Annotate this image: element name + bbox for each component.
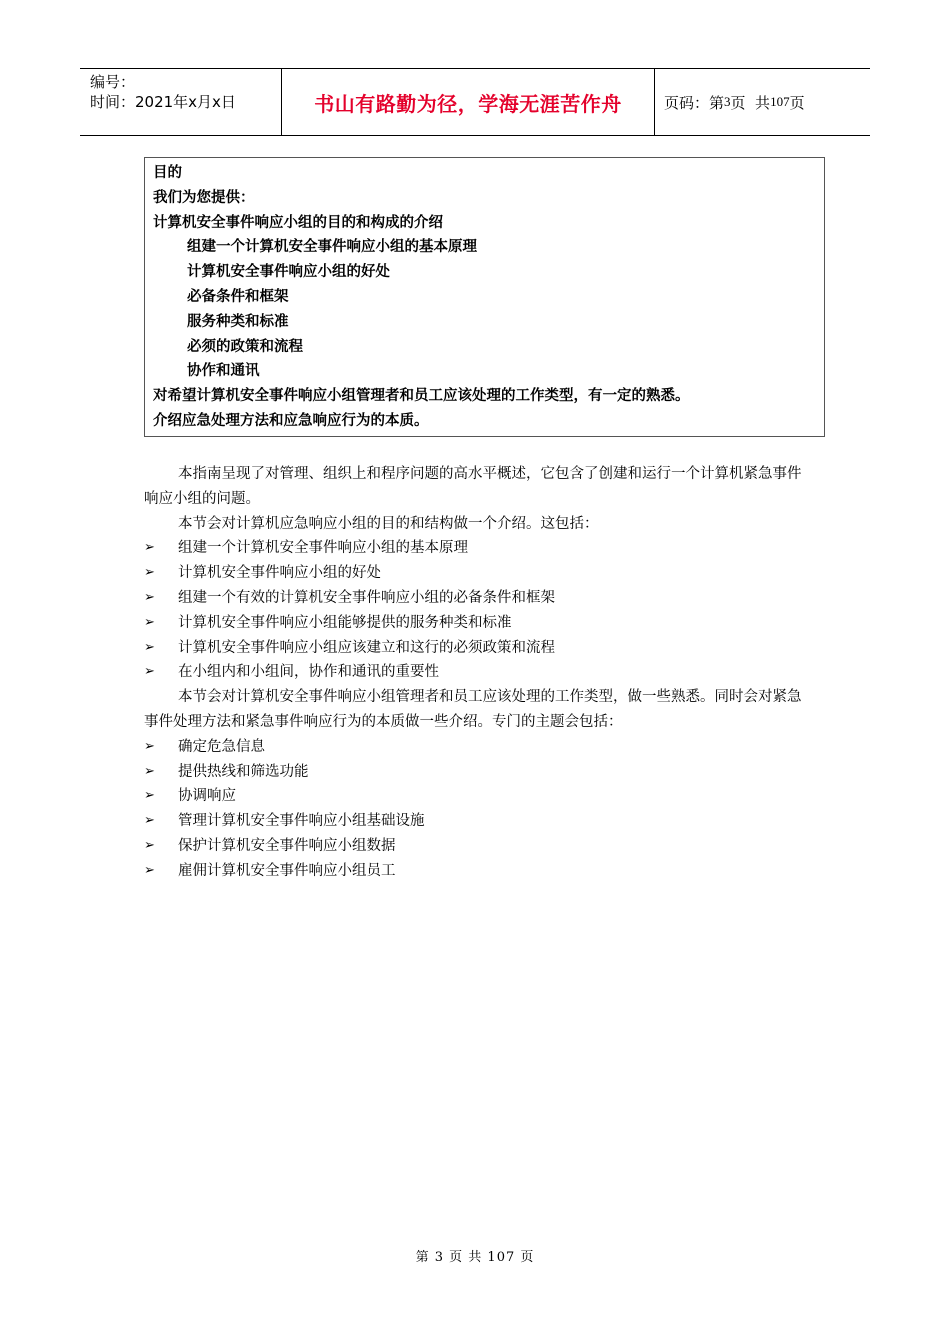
objective-line: 服务种类和标准 [187, 313, 289, 330]
header-motto: 书山有路勤为径，学海无涯苦作舟 [314, 91, 622, 116]
arrow-bullet-icon: ➢ [144, 540, 155, 556]
list-item-text: 计算机安全事件响应小组的好处 [178, 565, 381, 582]
header-meta [80, 69, 282, 135]
list-item [144, 586, 809, 611]
list-item [144, 536, 809, 561]
bullet-list-topics [144, 735, 809, 884]
objective-line: 计算机安全事件响应小组的好处 [187, 264, 390, 281]
list-item [144, 735, 809, 760]
list-item-text: 确定危急信息 [178, 738, 265, 755]
paragraph-intro: 本指南呈现了对管理、组织上和程序问题的高水平概述，它包含了创建和运行一个计算机紧急事件响应小组的问题。 [144, 466, 802, 507]
header-page-info [655, 69, 870, 135]
header-number-label: 编号： [90, 73, 136, 91]
header-page-prefix: 页码：第 [664, 93, 725, 112]
bullet-list-structure [144, 536, 809, 685]
list-item [144, 859, 809, 884]
page-footer: 第 3 页 共 107 页 [415, 1250, 535, 1265]
list-item-text: 组建一个有效的计算机安全事件响应小组的必备条件和框架 [178, 589, 555, 606]
body-text [144, 462, 809, 884]
header-page-total: 107 [770, 94, 790, 109]
header-motto-cell [282, 69, 655, 135]
list-item-text: 计算机安全事件响应小组能够提供的服务种类和标准 [178, 614, 512, 631]
objective-line: 我们为您提供： [153, 189, 255, 206]
header-page-number: 3 [724, 94, 731, 109]
arrow-bullet-icon: ➢ [144, 837, 155, 853]
list-item [144, 834, 809, 859]
list-item [144, 809, 809, 834]
objective-line: 计算机安全事件响应小组的目的和构成的介绍 [153, 214, 443, 231]
paragraph-section-work: 本节会对计算机安全事件响应小组管理者和员工应该处理的工作类型，做一些熟悉。同时会对紧急事件处理方法和紧急事件响应行为的本质做一些介绍。专门的主题会包括： [144, 689, 802, 730]
arrow-bullet-icon: ➢ [144, 788, 155, 804]
objective-line: 介绍应急处理方法和应急响应行为的本质。 [153, 412, 429, 429]
list-item [144, 660, 809, 685]
objective-line: 必须的政策和流程 [187, 338, 303, 355]
arrow-bullet-icon: ➢ [144, 763, 155, 779]
header-time-label: 时间：2021年x月x日 [90, 93, 236, 111]
objective-line: 协作和通讯 [187, 363, 260, 380]
arrow-bullet-icon: ➢ [144, 639, 155, 655]
list-item [144, 784, 809, 809]
objective-box [144, 157, 825, 437]
paragraph-section-structure: 本节会对计算机应急响应小组的目的和结构做一个介绍。这包括： [178, 515, 599, 532]
arrow-bullet-icon: ➢ [144, 565, 155, 581]
arrow-bullet-icon: ➢ [144, 664, 155, 680]
objective-line: 组建一个计算机安全事件响应小组的基本原理 [187, 239, 477, 256]
objective-line: 目的 [153, 165, 182, 181]
arrow-bullet-icon: ➢ [144, 738, 155, 754]
arrow-bullet-icon: ➢ [144, 614, 155, 630]
objective-line: 必备条件和框架 [187, 288, 289, 305]
list-item [144, 636, 809, 661]
list-item-text: 提供热线和筛选功能 [178, 763, 309, 780]
list-item-text: 计算机安全事件响应小组应该建立和这行的必须政策和流程 [178, 639, 555, 656]
list-item [144, 611, 809, 636]
list-item-text: 组建一个计算机安全事件响应小组的基本原理 [178, 540, 468, 557]
list-item [144, 561, 809, 586]
list-item-text: 协调响应 [178, 788, 236, 805]
page-header [80, 68, 870, 136]
list-item-text: 保护计算机安全事件响应小组数据 [178, 837, 396, 854]
objective-line: 对希望计算机安全事件响应小组管理者和员工应该处理的工作类型，有一定的熟悉。 [153, 388, 690, 405]
header-page-suffix: 页 [789, 93, 805, 112]
list-item-text: 在小组内和小组间，协作和通讯的重要性 [178, 664, 439, 681]
arrow-bullet-icon: ➢ [144, 862, 155, 878]
list-item-text: 雇佣计算机安全事件响应小组员工 [178, 862, 396, 879]
arrow-bullet-icon: ➢ [144, 589, 155, 605]
arrow-bullet-icon: ➢ [144, 813, 155, 829]
list-item [144, 760, 809, 785]
header-page-mid: 页 共 [730, 93, 771, 112]
list-item-text: 管理计算机安全事件响应小组基础设施 [178, 813, 425, 830]
